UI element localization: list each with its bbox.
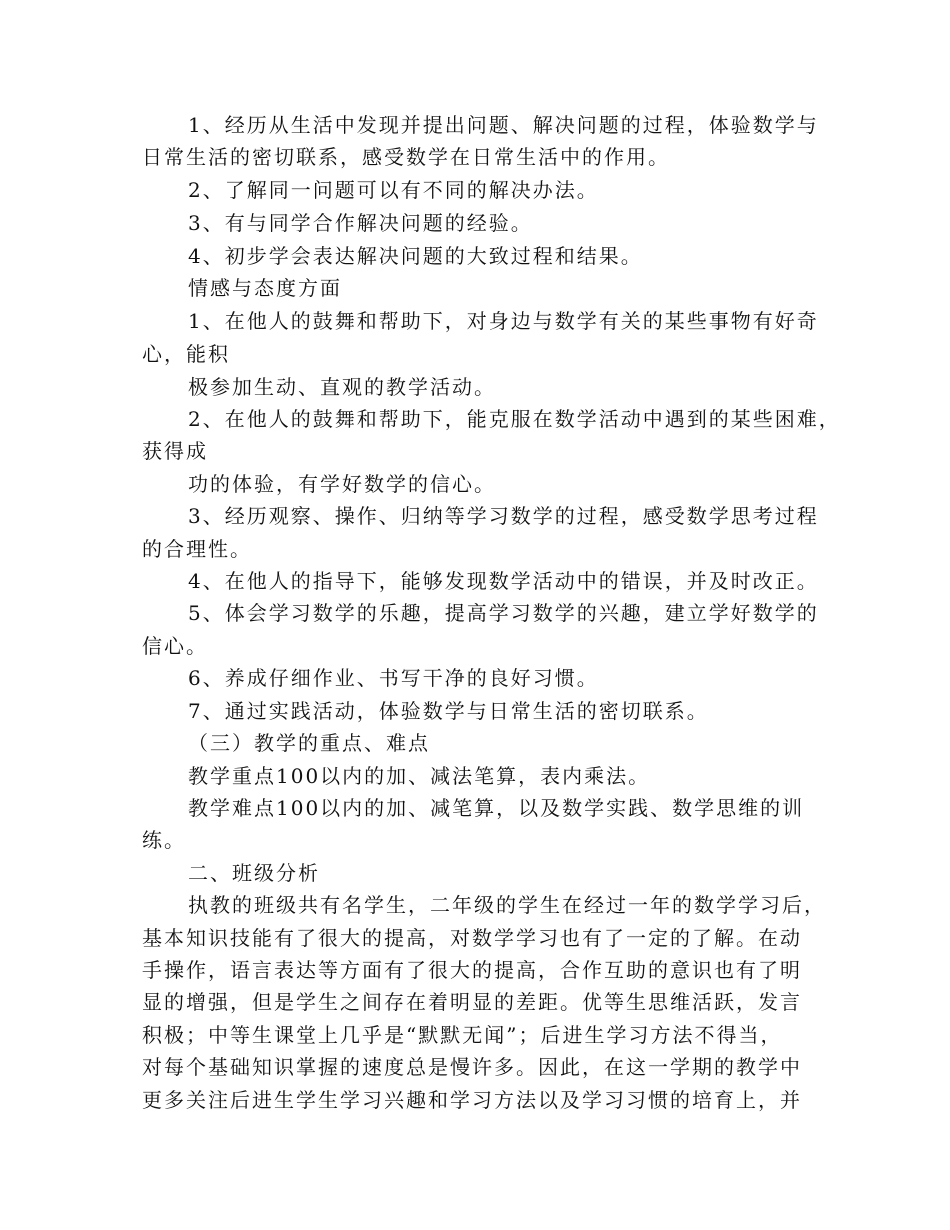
paragraph-line: 更多关注后进生学生学习兴趣和学习方法以及学习习惯的培育上，并 (142, 1088, 802, 1112)
paragraph-line: 日常生活的密切联系，感受数学在日常生活中的作用。 (142, 145, 670, 169)
section-heading: 情感与态度方面 (188, 276, 342, 300)
paragraph-line: 对每个基础知识掌握的速度总是慢许多。因此，在这一学期的教学中 (142, 1055, 802, 1079)
paragraph-line: 1、在他人的鼓舞和帮助下，对身边与数学有关的某些事物有好奇 (188, 309, 819, 333)
paragraph-line: 教学重点100以内的加、减法笔算，表内乘法。 (188, 764, 651, 788)
paragraph-line: 显的增强，但是学生之间存在着明显的差距。优等生思维活跃，发言 (142, 990, 802, 1014)
paragraph-line: 信心。 (142, 634, 208, 658)
paragraph-line: 5、体会学习数学的乐趣，提高学习数学的兴趣，建立学好数学的 (188, 601, 819, 625)
section-heading: （三）教学的重点、难点 (188, 731, 430, 755)
paragraph-line: 2、在他人的鼓舞和帮助下，能克服在数学活动中遇到的某些困难， (188, 407, 841, 431)
paragraph-line: 执教的班级共有名学生，二年级的学生在经过一年的数学学习后， (188, 893, 826, 917)
paragraph-line: 练。 (142, 828, 186, 852)
paragraph-line: 基本知识技能有了很大的提高，对数学学习也有了一定的了解。在动 (142, 926, 802, 950)
section-heading: 二、班级分析 (188, 861, 320, 885)
paragraph-line: 3、经历观察、操作、归纳等学习数学的过程，感受数学思考过程 (188, 504, 819, 528)
paragraph-line: 的合理性。 (142, 537, 252, 561)
paragraph-line: 3、有与同学合作解决问题的经验。 (188, 211, 533, 235)
paragraph-line: 手操作，语言表达等方面有了很大的提高，合作互助的意识也有了明 (142, 958, 802, 982)
paragraph-line: 功的体验，有学好数学的信心。 (188, 472, 496, 496)
paragraph-line: 7、通过实践活动，体验数学与日常生活的密切联系。 (188, 699, 709, 723)
paragraph-line: 6、养成仔细作业、书写干净的良好习惯。 (188, 666, 599, 690)
paragraph-line: 教学难点100以内的加、减笔算，以及数学实践、数学思维的训 (188, 796, 805, 820)
paragraph-line: 1、经历从生活中发现并提出问题、解决问题的过程，体验数学与 (188, 113, 819, 137)
paragraph-line: 获得成 (142, 439, 208, 463)
paragraph-line: 4、初步学会表达解决问题的大致过程和结果。 (188, 244, 643, 268)
paragraph-line: 极参加生动、直观的教学活动。 (188, 375, 496, 399)
paragraph-line: 4、在他人的指导下，能够发现数学活动中的错误，并及时改正。 (188, 569, 819, 593)
paragraph-line: 积极；中等生课堂上几乎是“默默无闻”；后进生学习方法不得当， (142, 1023, 783, 1047)
paragraph-line: 心，能积 (142, 342, 230, 366)
paragraph-line: 2、了解同一问题可以有不同的解决办法。 (188, 178, 599, 202)
